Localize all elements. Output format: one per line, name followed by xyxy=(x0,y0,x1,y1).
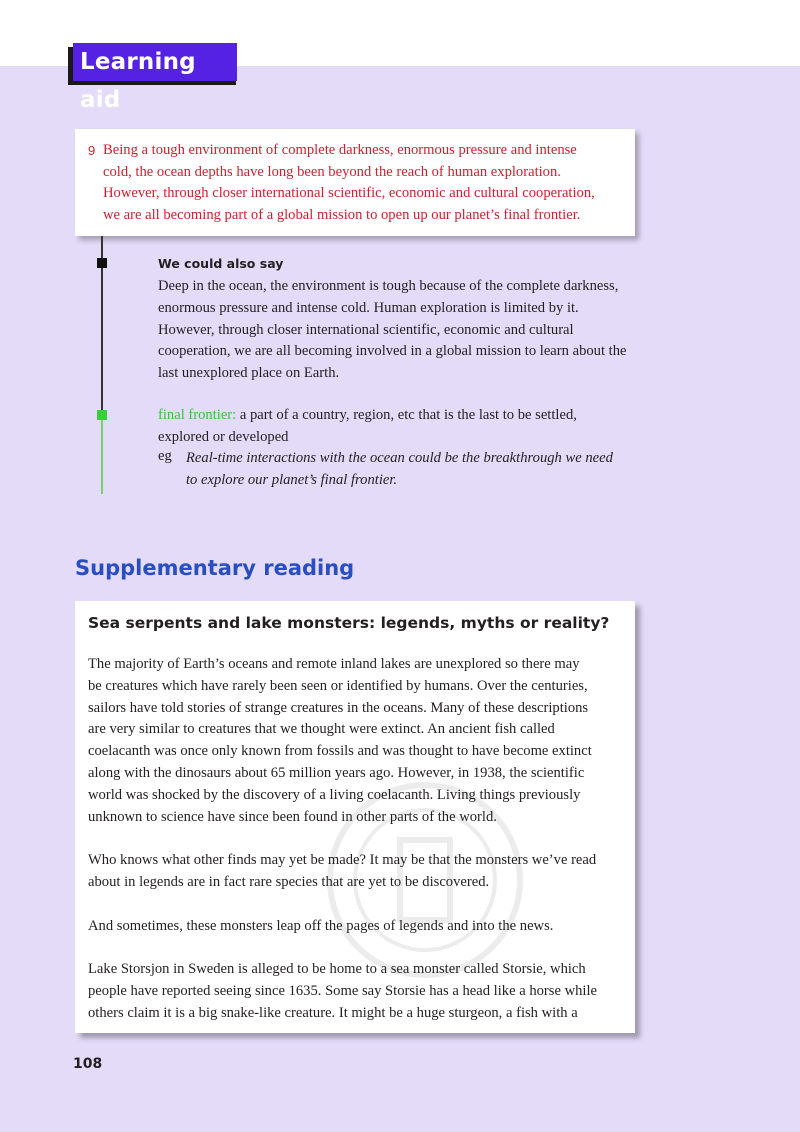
vocab-line xyxy=(158,405,658,427)
reading-line: Lake Storsjon in Sweden is alleged to be home to a sea monster called Storsie, which xyxy=(88,961,586,978)
reading-paragraph xyxy=(88,916,628,938)
reading-line: about in legends are in fact rare species that are yet to be discovered. xyxy=(88,873,490,890)
bullet-square-icon xyxy=(97,258,107,268)
reading-paragraph xyxy=(88,654,628,828)
reading-title: Sea serpents and lake monsters: legends, myths or reality? xyxy=(88,614,610,632)
page-number: 108 xyxy=(73,1056,103,1072)
quote-number: 9 xyxy=(88,143,96,158)
reading-line: people have reported seeing since 1635. Some say Storsie has a head like a horse while xyxy=(88,982,598,999)
reading-line: coelacanth was once only known from fossils and was thought to have become extinct xyxy=(88,743,592,760)
also-say-line: Deep in the ocean, the environment is tough because of the complete darkness, xyxy=(158,278,619,294)
reading-paragraph xyxy=(88,959,628,1024)
example-line: Real-time interactions with the ocean could be the breakthrough we need xyxy=(186,450,613,466)
vocab-entry xyxy=(158,405,658,449)
connector-line-green xyxy=(101,416,103,494)
quote-line: However, through closer international scientific, economic and cultural cooperation, xyxy=(103,185,595,201)
also-say-line: last unexplored place on Earth. xyxy=(158,365,340,382)
also-say-title: We could also say xyxy=(158,256,284,271)
reading-line: unknown to science have since been found in other parts of the world. xyxy=(88,808,497,825)
quote-line: Being a tough environment of complete darkness, enormous pressure and intense xyxy=(103,142,577,158)
example-line: to explore our planet’s final frontier. xyxy=(186,471,398,488)
reading-paragraph xyxy=(88,850,628,894)
reading-line: The majority of Earth’s oceans and remote inland lakes are unexplored so there may xyxy=(88,656,580,672)
reading-line: And sometimes, these monsters leap off the pages of legends and into the news. xyxy=(88,917,554,934)
reading-line: along with the dinosaurs about 65 million years ago. However, in 1938, the scientific xyxy=(88,764,585,781)
vocab-definition: a part of a country, region, etc that is the last to be settled, xyxy=(236,407,577,423)
reading-line: sailors have told stories of strange creatures in the oceans. Many of these descriptions xyxy=(88,699,589,716)
quote-line: cold, the ocean depths have long been beyond the reach of human exploration. xyxy=(103,163,561,180)
reading-line: world was shocked by the discovery of a living coelacanth. Living things previously xyxy=(88,786,581,803)
quote-text xyxy=(103,140,628,226)
also-say-line: cooperation, we are all becoming involved in a global mission to learn about the xyxy=(158,343,627,360)
also-say-line: enormous pressure and intense cold. Human exploration is limited by it. xyxy=(158,299,579,316)
learning-aid-tag: Learning aid xyxy=(73,43,237,81)
reading-line: be creatures which have rarely been seen or identified by humans. Over the centuries, xyxy=(88,677,588,694)
reading-line: Who knows what other finds may yet be made? It may be that the monsters we’ve read xyxy=(88,852,597,869)
eg-label: eg xyxy=(158,448,172,464)
reading-line: are very similar to creatures that we thought were extinct. An ancient fish called xyxy=(88,721,555,738)
quote-line: we are all becoming part of a global mission to open up our planet’s final frontier. xyxy=(103,206,581,223)
bullet-square-green-icon xyxy=(97,410,107,420)
reading-line: others claim it is a big snake-like creature. It might be a huge sturgeon, a fish with a xyxy=(88,1004,578,1021)
vocab-definition-cont: explored or developed xyxy=(158,428,289,445)
also-say-body xyxy=(158,276,658,385)
supplementary-heading: Supplementary reading xyxy=(75,556,355,580)
example-sentence xyxy=(186,448,613,492)
also-say-line: However, through closer international scientific, economic and cultural xyxy=(158,321,574,338)
reading-body xyxy=(88,654,628,1046)
vocab-term: final frontier: xyxy=(158,407,237,423)
